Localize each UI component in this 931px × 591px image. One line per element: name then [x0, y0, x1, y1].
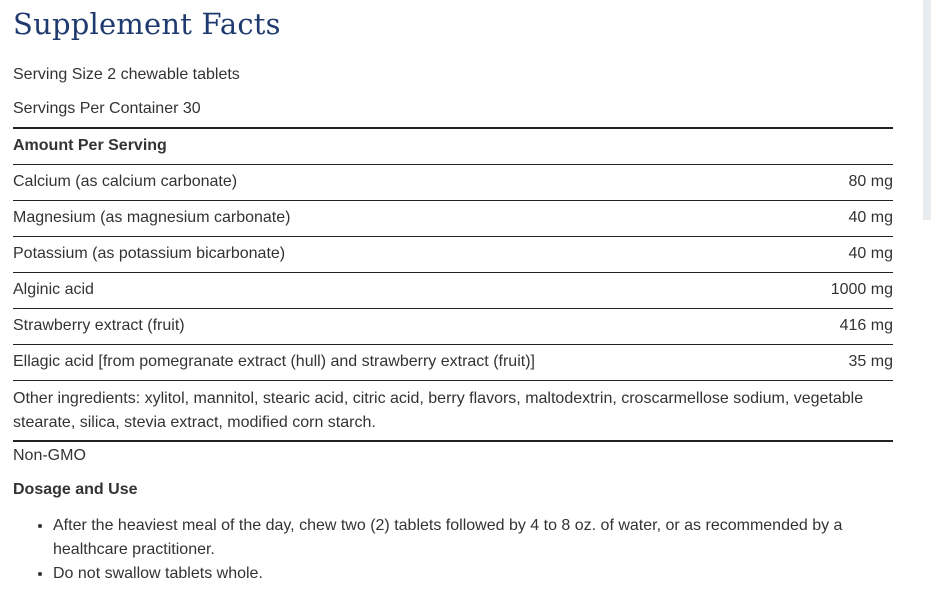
table-row: [13, 273, 893, 309]
ingredient-amount: 416 mg: [799, 309, 893, 345]
table-row: [13, 345, 893, 381]
ingredient-amount: 80 mg: [799, 165, 893, 201]
ingredient-name: Ellagic acid [from pomegranate extract (hull) and strawberry extract (fruit)]: [13, 345, 799, 381]
ingredient-name: Potassium (as potassium bicarbonate): [13, 237, 799, 273]
supplement-facts-panel: [13, 0, 893, 586]
list-item: • After the heaviest meal of the day, chew two (2) tablets followed by 4 to 8 oz. of water, or as recommended by a healthcare practitioner.: [53, 514, 893, 562]
ingredient-amount: 35 mg: [799, 345, 893, 381]
non-gmo-label: Non-GMO: [13, 447, 86, 464]
supplement-facts-table: [13, 127, 893, 381]
table-row: [13, 237, 893, 273]
ingredient-amount: 40 mg: [799, 201, 893, 237]
ingredient-name: Magnesium (as magnesium carbonate): [13, 201, 799, 237]
serving-size: Serving Size 2 chewable tablets: [13, 66, 240, 83]
dosage-list: [13, 514, 893, 586]
servings-per-container: Servings Per Container 30: [13, 100, 201, 117]
table-row: [13, 309, 893, 345]
table-header-row: [13, 128, 893, 165]
ingredient-name: Alginic acid: [13, 273, 799, 309]
ingredient-name: Strawberry extract (fruit): [13, 309, 799, 345]
scrollbar[interactable]: [923, 0, 931, 220]
other-ingredients: Other ingredients: xylitol, mannitol, stearic acid, citric acid, berry flavors, maltodextrin, croscarmellose sodium, vegetable stearate, silica, stevia extract, modified corn starch.: [13, 381, 893, 442]
page-title: Supplement Facts: [13, 7, 281, 41]
ingredient-amount: 40 mg: [799, 237, 893, 273]
list-item: • Do not swallow tablets whole.: [53, 562, 893, 586]
dosage-heading: Dosage and Use: [13, 481, 138, 498]
table-row: [13, 201, 893, 237]
table-row: [13, 165, 893, 201]
ingredient-amount: 1000 mg: [799, 273, 893, 309]
amount-per-serving-heading: Amount Per Serving: [13, 128, 893, 165]
ingredient-name: Calcium (as calcium carbonate): [13, 165, 799, 201]
